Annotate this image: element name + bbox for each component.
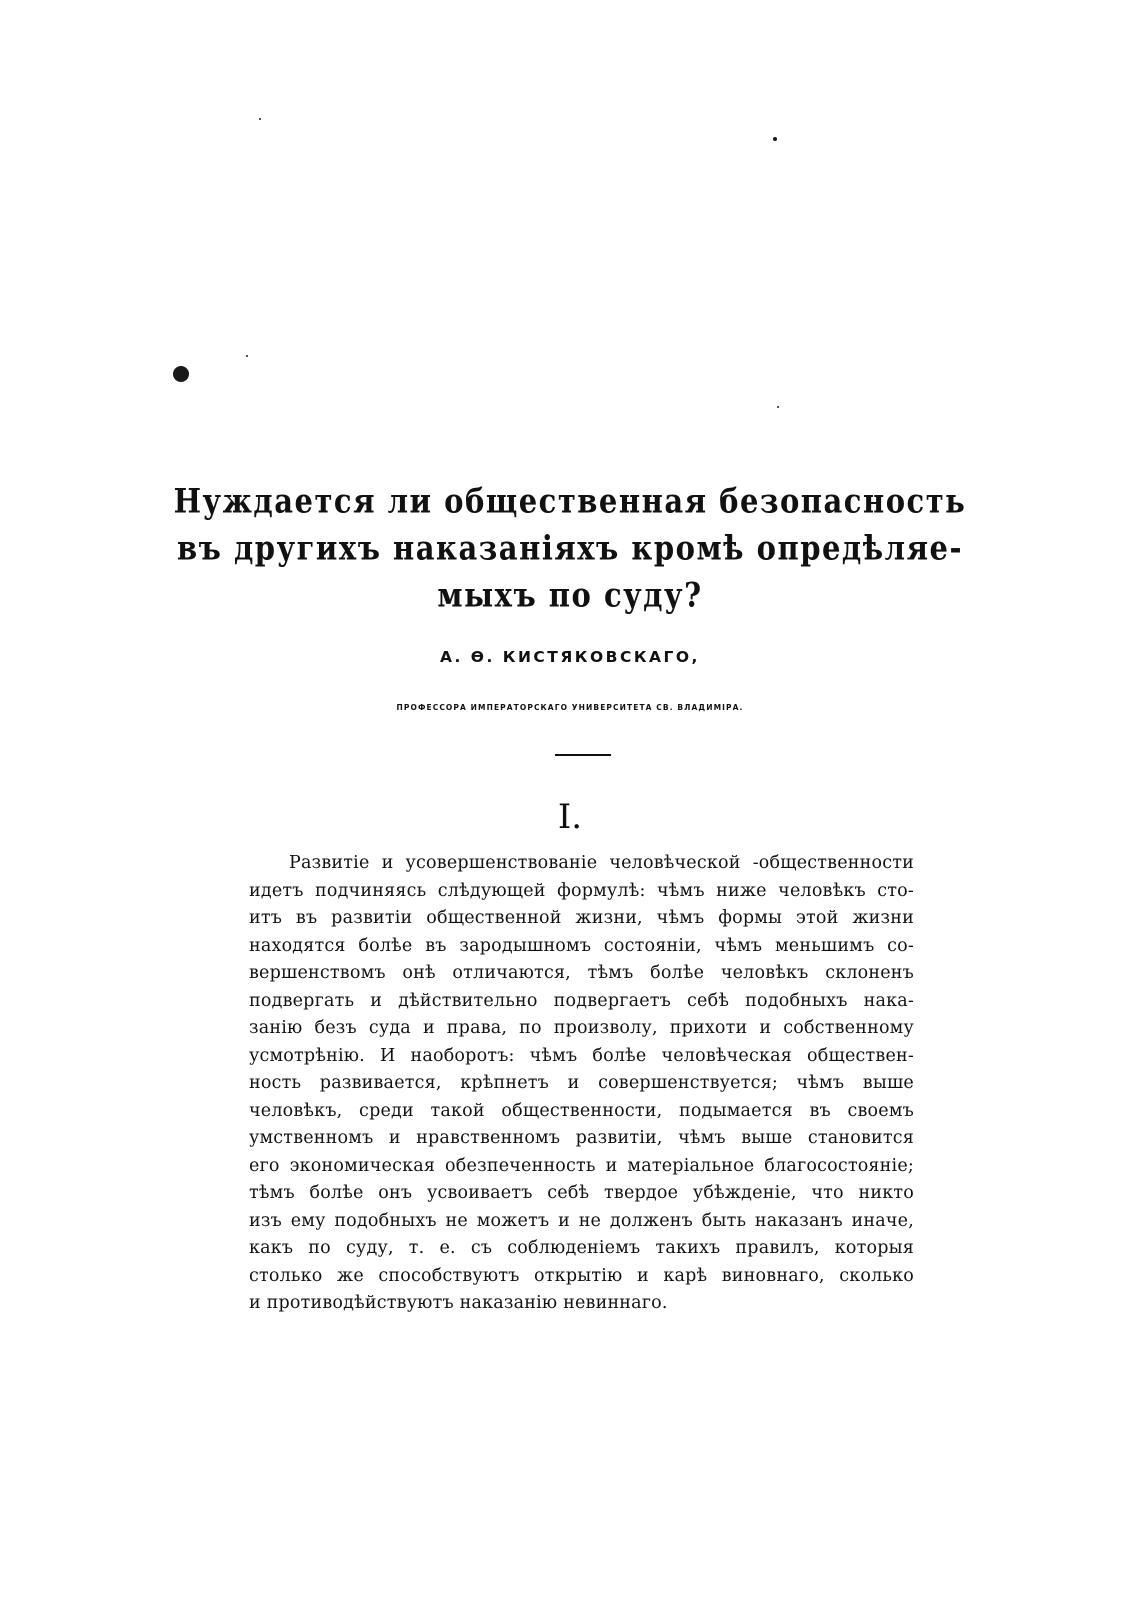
- author-affiliation: ПРОФЕССОРА ИМПЕРАТОРСКАГО УНИВЕРСИТЕТА СВ. ВЛАДИМІРА.: [396, 703, 744, 712]
- paragraph-line: какъ по суду, т. е. съ соблюденіемъ такихъ правилъ, которыя: [249, 1238, 914, 1258]
- paragraph-line: находятся болѣе въ зародышномъ состояніи, чѣмъ меньшимъ со-: [249, 935, 914, 956]
- paragraph-line: его экономическая обезпеченность и матеріальное благосостояніе;: [249, 1155, 914, 1176]
- paragraph-line: изъ ему подобныхъ не можетъ и не долженъ быть наказанъ иначе,: [249, 1210, 914, 1231]
- paragraph-line: усмотрѣнію. И наоборотъ: чѣмъ болѣе человѣческая обществен-: [249, 1045, 914, 1066]
- author-name: А. Ѳ. КИСТЯКОВСКАГО,: [440, 648, 700, 666]
- paragraph-line: умственномъ и нравственномъ развитіи, чѣмъ выше становится: [249, 1128, 914, 1148]
- paragraph-line: итъ въ развитіи общественной жизни, чѣмъ формы этой жизни: [249, 908, 914, 928]
- ink-speck: [173, 366, 189, 382]
- paragraph-line: человѣкъ, среди такой общественности, подымается въ своемъ: [249, 1100, 914, 1121]
- ink-speck: [246, 355, 248, 357]
- paragraph-line: идетъ подчиняясь слѣдующей формулѣ: чѣмъ ниже человѣкъ сто-: [249, 880, 914, 901]
- paragraph-line: столько же способствуютъ открытію и карѣ виновнаго, сколько: [249, 1265, 914, 1286]
- paragraph-line: ность развивается, крѣпнетъ и совершенствуется; чѣмъ выше: [249, 1073, 914, 1093]
- article-title: [0, 478, 1140, 619]
- paragraph-line: и противодѣйствуютъ наказанію невиннаго.: [249, 1293, 668, 1313]
- title-line: въ другихъ наказаніяхъ кромѣ опредѣляе-: [176, 528, 964, 568]
- ink-speck: [773, 137, 777, 141]
- body-paragraph: [249, 850, 914, 1318]
- paragraph-line: подвергать и дѣйствительно подвергаетъ себѣ подобныхъ нака-: [249, 990, 914, 1011]
- paragraph-line: тѣмъ болѣе онъ усвоиваетъ себѣ твердое убѣжденіе, что никто: [249, 1183, 914, 1203]
- ink-speck: [259, 118, 261, 120]
- paragraph-line: вершенствомъ онѣ отличаются, тѣмъ болѣе человѣкъ склоненъ: [249, 963, 914, 983]
- paragraph-line: занію безъ суда и права, по произволу, прихоти и собственному: [249, 1018, 914, 1038]
- ink-speck: [777, 406, 779, 408]
- section-divider: [555, 754, 611, 756]
- section-number: I.: [557, 797, 583, 837]
- paragraph-line: Развитіе и усовершенствованіе человѣческой -общественности: [289, 853, 914, 873]
- title-line: мыхъ по суду?: [437, 575, 703, 615]
- title-line: Нуждается ли общественная безопасность: [173, 481, 967, 521]
